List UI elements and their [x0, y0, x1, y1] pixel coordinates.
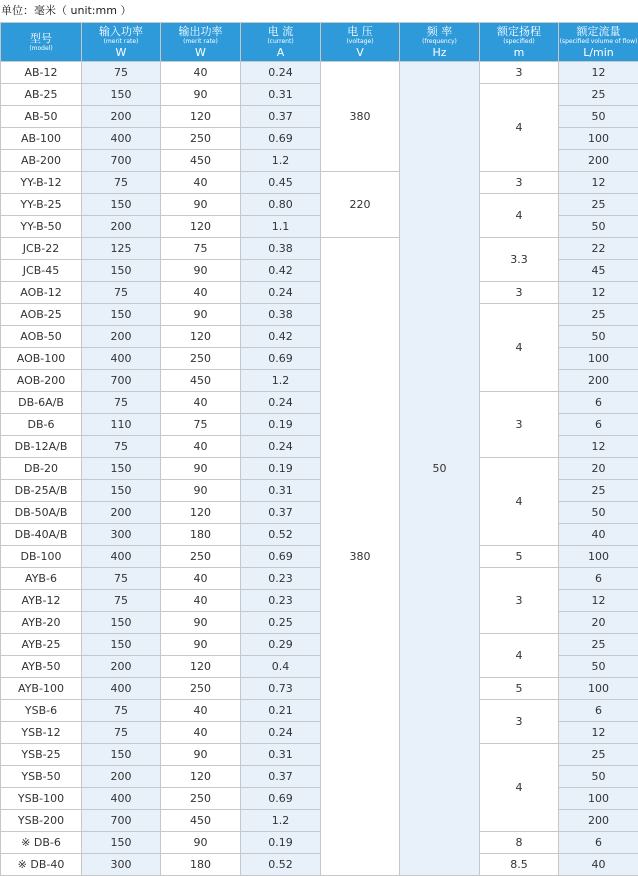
- rated-flow-cell: 25: [559, 304, 638, 326]
- model-cell: AYB-100: [1, 678, 82, 700]
- rated-flow-cell: 100: [559, 788, 638, 810]
- header-current: 电 流 (current) A: [241, 23, 321, 62]
- output-power-cell: 90: [161, 480, 241, 502]
- header-model: 型号 (model): [1, 23, 82, 62]
- table-row: [1, 84, 638, 106]
- rated-flow-cell: 100: [559, 128, 638, 150]
- rated-flow-cell: 6: [559, 568, 638, 590]
- pump-spec-table: [0, 22, 638, 876]
- output-power-cell: 250: [161, 788, 241, 810]
- rated-flow-cell: 25: [559, 744, 638, 766]
- current-cell: 0.4: [241, 656, 321, 678]
- header-voltage: 电 压 (voltage) V: [321, 23, 400, 62]
- rated-flow-cell: 6: [559, 832, 638, 854]
- table-row: [1, 458, 638, 480]
- current-cell: 0.69: [241, 348, 321, 370]
- output-power-cell: 75: [161, 414, 241, 436]
- current-cell: 1.2: [241, 150, 321, 172]
- output-power-cell: 90: [161, 458, 241, 480]
- table-row: [1, 304, 638, 326]
- input-power-cell: 200: [82, 656, 161, 678]
- output-power-cell: 40: [161, 436, 241, 458]
- input-power-cell: 150: [82, 612, 161, 634]
- model-cell: AOB-50: [1, 326, 82, 348]
- rated-flow-cell: 50: [559, 216, 638, 238]
- current-cell: 0.21: [241, 700, 321, 722]
- model-cell: YY-B-12: [1, 172, 82, 194]
- current-cell: 0.37: [241, 106, 321, 128]
- table-row: [1, 282, 638, 304]
- input-power-cell: 200: [82, 106, 161, 128]
- input-power-cell: 75: [82, 590, 161, 612]
- current-cell: 0.19: [241, 832, 321, 854]
- output-power-cell: 180: [161, 854, 241, 876]
- rated-head-cell: 5: [480, 546, 559, 568]
- input-power-cell: 110: [82, 414, 161, 436]
- model-cell: YSB-50: [1, 766, 82, 788]
- current-cell: 0.45: [241, 172, 321, 194]
- frequency-cell: 50: [400, 62, 480, 876]
- rated-head-cell: 8: [480, 832, 559, 854]
- voltage-cell: 380: [321, 62, 400, 172]
- current-cell: 0.69: [241, 788, 321, 810]
- output-power-cell: 40: [161, 172, 241, 194]
- input-power-cell: 75: [82, 392, 161, 414]
- rated-head-cell: 4: [480, 458, 559, 546]
- output-power-cell: 120: [161, 656, 241, 678]
- voltage-cell: 380: [321, 238, 400, 876]
- table-row: [1, 546, 638, 568]
- output-power-cell: 120: [161, 326, 241, 348]
- header-rated-flow: 额定流量 (specified volume of flow) L/min: [559, 23, 638, 62]
- input-power-cell: 150: [82, 832, 161, 854]
- table-row: [1, 744, 638, 766]
- table-row: [1, 238, 638, 260]
- model-cell: AOB-100: [1, 348, 82, 370]
- output-power-cell: 90: [161, 194, 241, 216]
- current-cell: 0.37: [241, 502, 321, 524]
- model-cell: AOB-12: [1, 282, 82, 304]
- input-power-cell: 75: [82, 62, 161, 84]
- table-row: [1, 854, 638, 876]
- rated-flow-cell: 12: [559, 282, 638, 304]
- current-cell: 0.38: [241, 238, 321, 260]
- model-cell: YSB-6: [1, 700, 82, 722]
- table-row: [1, 62, 638, 84]
- model-cell: AB-100: [1, 128, 82, 150]
- output-power-cell: 450: [161, 150, 241, 172]
- rated-flow-cell: 12: [559, 590, 638, 612]
- rated-flow-cell: 40: [559, 854, 638, 876]
- current-cell: 0.31: [241, 84, 321, 106]
- header-row: [1, 23, 638, 62]
- rated-flow-cell: 50: [559, 656, 638, 678]
- rated-flow-cell: 50: [559, 106, 638, 128]
- rated-flow-cell: 45: [559, 260, 638, 282]
- input-power-cell: 150: [82, 744, 161, 766]
- current-cell: 0.52: [241, 524, 321, 546]
- table-row: [1, 678, 638, 700]
- rated-head-cell: 4: [480, 634, 559, 678]
- model-cell: AB-200: [1, 150, 82, 172]
- output-power-cell: 90: [161, 304, 241, 326]
- current-cell: 0.42: [241, 326, 321, 348]
- model-cell: AOB-25: [1, 304, 82, 326]
- current-cell: 0.23: [241, 590, 321, 612]
- rated-flow-cell: 200: [559, 150, 638, 172]
- input-power-cell: 400: [82, 546, 161, 568]
- rated-head-cell: 4: [480, 744, 559, 832]
- input-power-cell: 200: [82, 502, 161, 524]
- rated-flow-cell: 25: [559, 634, 638, 656]
- output-power-cell: 90: [161, 260, 241, 282]
- current-cell: 0.31: [241, 744, 321, 766]
- model-cell: YSB-12: [1, 722, 82, 744]
- model-cell: DB-12A/B: [1, 436, 82, 458]
- rated-flow-cell: 20: [559, 458, 638, 480]
- current-cell: 1.2: [241, 810, 321, 832]
- input-power-cell: 200: [82, 766, 161, 788]
- unit-note: 单位：毫米（ unit:mm ）: [1, 2, 131, 20]
- input-power-cell: 150: [82, 84, 161, 106]
- input-power-cell: 700: [82, 150, 161, 172]
- output-power-cell: 40: [161, 62, 241, 84]
- output-power-cell: 90: [161, 612, 241, 634]
- header-output-power: 输出功率 (merit rate) W: [161, 23, 241, 62]
- rated-flow-cell: 200: [559, 810, 638, 832]
- rated-flow-cell: 6: [559, 392, 638, 414]
- input-power-cell: 150: [82, 458, 161, 480]
- output-power-cell: 120: [161, 106, 241, 128]
- rated-head-cell: 3.3: [480, 238, 559, 282]
- input-power-cell: 75: [82, 172, 161, 194]
- model-cell: AYB-12: [1, 590, 82, 612]
- table-row: [1, 634, 638, 656]
- table-row: [1, 172, 638, 194]
- rated-flow-cell: 12: [559, 722, 638, 744]
- output-power-cell: 450: [161, 370, 241, 392]
- rated-flow-cell: 40: [559, 524, 638, 546]
- table-row: [1, 568, 638, 590]
- model-cell: AYB-25: [1, 634, 82, 656]
- output-power-cell: 40: [161, 700, 241, 722]
- model-cell: DB-20: [1, 458, 82, 480]
- input-power-cell: 75: [82, 700, 161, 722]
- model-cell: DB-6A/B: [1, 392, 82, 414]
- output-power-cell: 120: [161, 502, 241, 524]
- input-power-cell: 400: [82, 788, 161, 810]
- input-power-cell: 125: [82, 238, 161, 260]
- model-cell: DB-50A/B: [1, 502, 82, 524]
- rated-flow-cell: 100: [559, 678, 638, 700]
- output-power-cell: 90: [161, 84, 241, 106]
- rated-flow-cell: 25: [559, 480, 638, 502]
- input-power-cell: 400: [82, 128, 161, 150]
- model-cell: YSB-200: [1, 810, 82, 832]
- output-power-cell: 90: [161, 744, 241, 766]
- current-cell: 0.24: [241, 722, 321, 744]
- rated-head-cell: 3: [480, 700, 559, 744]
- current-cell: 0.69: [241, 128, 321, 150]
- output-power-cell: 180: [161, 524, 241, 546]
- model-cell: AYB-6: [1, 568, 82, 590]
- model-cell: ※ DB-6: [1, 832, 82, 854]
- model-cell: YY-B-25: [1, 194, 82, 216]
- input-power-cell: 150: [82, 634, 161, 656]
- input-power-cell: 75: [82, 282, 161, 304]
- rated-head-cell: 3: [480, 62, 559, 84]
- model-cell: AYB-50: [1, 656, 82, 678]
- rated-flow-cell: 50: [559, 502, 638, 524]
- input-power-cell: 400: [82, 678, 161, 700]
- model-cell: JCB-22: [1, 238, 82, 260]
- current-cell: 0.25: [241, 612, 321, 634]
- output-power-cell: 250: [161, 128, 241, 150]
- current-cell: 0.69: [241, 546, 321, 568]
- model-cell: DB-25A/B: [1, 480, 82, 502]
- table-row: [1, 832, 638, 854]
- rated-head-cell: 4: [480, 84, 559, 172]
- current-cell: 0.52: [241, 854, 321, 876]
- model-cell: ※ DB-40: [1, 854, 82, 876]
- output-power-cell: 40: [161, 568, 241, 590]
- current-cell: 0.29: [241, 634, 321, 656]
- rated-flow-cell: 50: [559, 326, 638, 348]
- current-cell: 1.1: [241, 216, 321, 238]
- current-cell: 0.24: [241, 62, 321, 84]
- header-rated-head: 额定扬程 (specified) m: [480, 23, 559, 62]
- table-row: [1, 194, 638, 216]
- model-cell: DB-40A/B: [1, 524, 82, 546]
- output-power-cell: 40: [161, 392, 241, 414]
- output-power-cell: 40: [161, 282, 241, 304]
- input-power-cell: 200: [82, 216, 161, 238]
- rated-head-cell: 3: [480, 568, 559, 634]
- rated-head-cell: 3: [480, 172, 559, 194]
- rated-flow-cell: 20: [559, 612, 638, 634]
- input-power-cell: 400: [82, 348, 161, 370]
- output-power-cell: 90: [161, 832, 241, 854]
- output-power-cell: 40: [161, 722, 241, 744]
- current-cell: 0.23: [241, 568, 321, 590]
- current-cell: 0.24: [241, 392, 321, 414]
- model-cell: AB-50: [1, 106, 82, 128]
- current-cell: 0.19: [241, 458, 321, 480]
- rated-flow-cell: 6: [559, 700, 638, 722]
- input-power-cell: 75: [82, 436, 161, 458]
- voltage-cell: 220: [321, 172, 400, 238]
- current-cell: 1.2: [241, 370, 321, 392]
- current-cell: 0.38: [241, 304, 321, 326]
- rated-flow-cell: 25: [559, 84, 638, 106]
- input-power-cell: 150: [82, 260, 161, 282]
- input-power-cell: 150: [82, 304, 161, 326]
- rated-flow-cell: 6: [559, 414, 638, 436]
- rated-flow-cell: 12: [559, 436, 638, 458]
- model-cell: JCB-45: [1, 260, 82, 282]
- rated-flow-cell: 25: [559, 194, 638, 216]
- rated-head-cell: 5: [480, 678, 559, 700]
- rated-flow-cell: 100: [559, 546, 638, 568]
- input-power-cell: 700: [82, 370, 161, 392]
- input-power-cell: 150: [82, 194, 161, 216]
- output-power-cell: 250: [161, 546, 241, 568]
- input-power-cell: 200: [82, 326, 161, 348]
- current-cell: 0.80: [241, 194, 321, 216]
- rated-head-cell: 4: [480, 194, 559, 238]
- rated-flow-cell: 12: [559, 62, 638, 84]
- input-power-cell: 150: [82, 480, 161, 502]
- table-row: [1, 700, 638, 722]
- current-cell: 0.31: [241, 480, 321, 502]
- model-cell: AOB-200: [1, 370, 82, 392]
- output-power-cell: 120: [161, 766, 241, 788]
- table-row: [1, 392, 638, 414]
- rated-head-cell: 8.5: [480, 854, 559, 876]
- rated-head-cell: 3: [480, 282, 559, 304]
- model-cell: YSB-100: [1, 788, 82, 810]
- rated-head-cell: 3: [480, 392, 559, 458]
- output-power-cell: 250: [161, 348, 241, 370]
- rated-head-cell: 4: [480, 304, 559, 392]
- output-power-cell: 450: [161, 810, 241, 832]
- output-power-cell: 75: [161, 238, 241, 260]
- model-cell: DB-6: [1, 414, 82, 436]
- current-cell: 0.73: [241, 678, 321, 700]
- header-frequency: 频 率 (frequency) Hz: [400, 23, 480, 62]
- current-cell: 0.19: [241, 414, 321, 436]
- input-power-cell: 300: [82, 524, 161, 546]
- output-power-cell: 120: [161, 216, 241, 238]
- header-input-power: 输入功率 (merit rate) W: [82, 23, 161, 62]
- rated-flow-cell: 100: [559, 348, 638, 370]
- model-cell: AYB-20: [1, 612, 82, 634]
- output-power-cell: 90: [161, 634, 241, 656]
- input-power-cell: 300: [82, 854, 161, 876]
- model-cell: AB-25: [1, 84, 82, 106]
- current-cell: 0.24: [241, 436, 321, 458]
- rated-flow-cell: 22: [559, 238, 638, 260]
- rated-flow-cell: 50: [559, 766, 638, 788]
- input-power-cell: 75: [82, 722, 161, 744]
- input-power-cell: 75: [82, 568, 161, 590]
- model-cell: AB-12: [1, 62, 82, 84]
- model-cell: DB-100: [1, 546, 82, 568]
- output-power-cell: 40: [161, 590, 241, 612]
- current-cell: 0.42: [241, 260, 321, 282]
- output-power-cell: 250: [161, 678, 241, 700]
- rated-flow-cell: 12: [559, 172, 638, 194]
- model-cell: YSB-25: [1, 744, 82, 766]
- input-power-cell: 700: [82, 810, 161, 832]
- rated-flow-cell: 200: [559, 370, 638, 392]
- current-cell: 0.37: [241, 766, 321, 788]
- current-cell: 0.24: [241, 282, 321, 304]
- model-cell: YY-B-50: [1, 216, 82, 238]
